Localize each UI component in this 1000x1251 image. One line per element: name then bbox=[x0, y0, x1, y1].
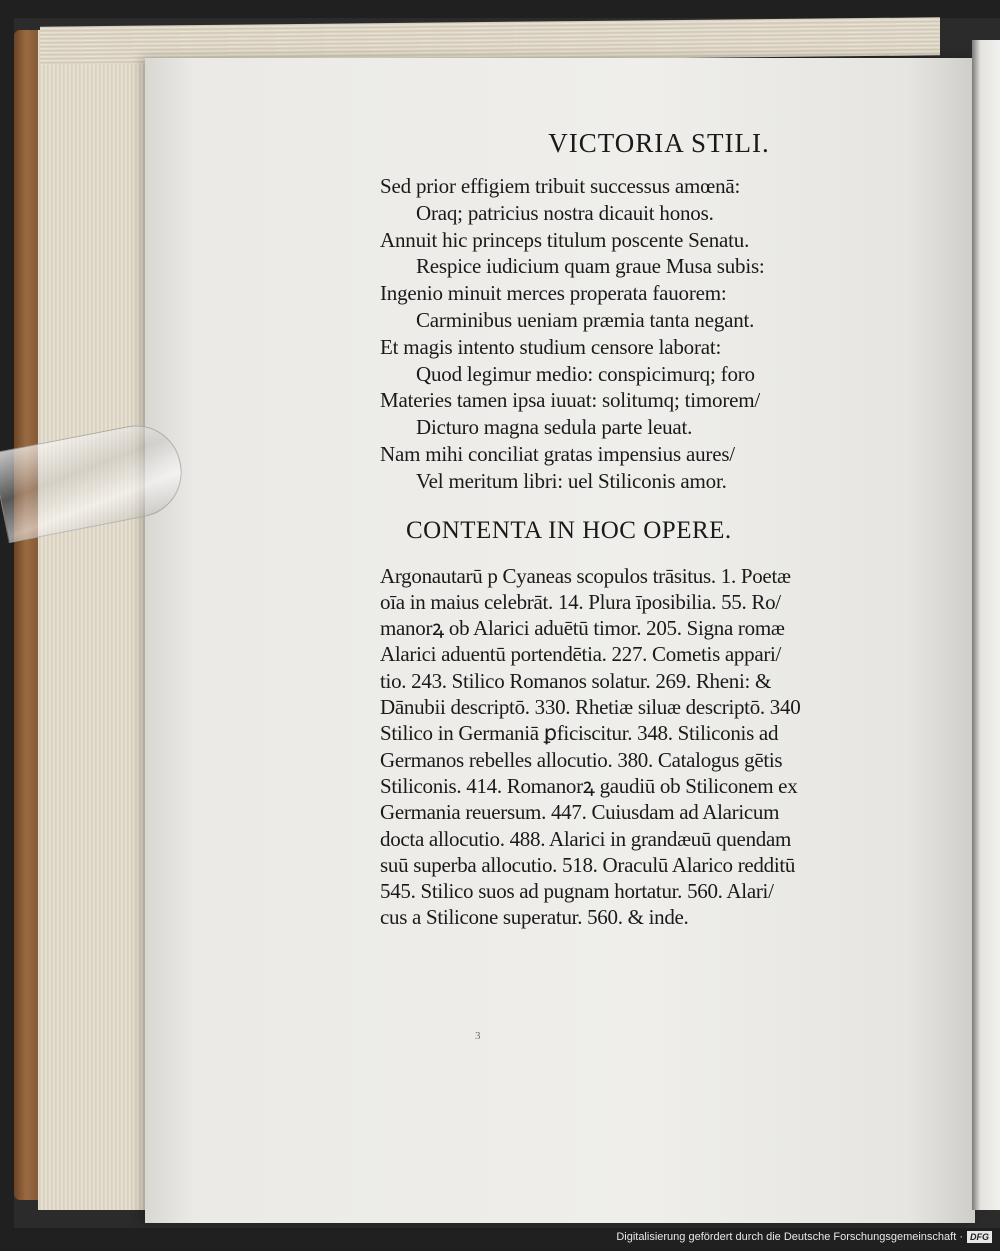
contents-line: Germania reuersum. 447. Cuiusdam ad Alaricum bbox=[380, 800, 780, 825]
footer-credit bbox=[616, 1229, 992, 1245]
footer-credit-text: Digitalisierung gefördert durch die Deutsche Forschungsgemeinschaft · bbox=[616, 1231, 963, 1243]
verse-line: Annuit hic princeps titulum poscente Senatu. bbox=[380, 227, 750, 252]
contents-line: docta allocutio. 488. Alarici in grandæuū quendam bbox=[380, 826, 792, 851]
contents-line: Germanos rebelles allocutio. 380. Catalogus gētis bbox=[380, 747, 783, 772]
contents-line: Stilico in Germaniā ꝑficiscitur. 348. Stiliconis ad bbox=[380, 721, 779, 746]
verse-line: Respice iudicium quam graue Musa subis: bbox=[416, 254, 765, 279]
signature-mark: 3 bbox=[475, 1030, 481, 1042]
contents-line: 545. Stilico suos ad pugnam hortatur. 560. Alari/ bbox=[380, 879, 774, 904]
verse-line: Quod legimur medio: conspicimurq; foro bbox=[416, 361, 755, 386]
page-text bbox=[380, 128, 880, 931]
contents-line: suū superba allocutio. 518. Oraculū Alarico redditū bbox=[380, 852, 796, 877]
contents-line: manorꝝ ob Alarici aduētū timor. 205. Signa romæ bbox=[380, 616, 785, 641]
contents-list bbox=[380, 563, 880, 931]
verse-line: Et magis intento studium censore laborat: bbox=[380, 334, 722, 359]
dfg-logo: DFG bbox=[967, 1231, 992, 1243]
contents-heading: CONTENTA IN HOC OPERE. bbox=[406, 516, 732, 544]
verse-line: Oraq; patricius nostra dicauit honos. bbox=[416, 200, 714, 225]
contents-line: cus a Stilicone superatur. 560. & inde. bbox=[380, 905, 689, 930]
verse-line: Dicturo magna sedula parte leuat. bbox=[416, 415, 693, 440]
verse-line: Sed prior effigiem tribuit successus amœnā: bbox=[380, 174, 741, 198]
verse-line: Vel meritum libri: uel Stiliconis amor. bbox=[416, 468, 727, 493]
contents-line: Argonautarū p Cyaneas scopulos trāsitus. 1. Poetæ bbox=[380, 563, 791, 588]
verse-line: Carminibus ueniam præmia tanta negant. bbox=[416, 307, 755, 332]
verse-line: Materies tamen ipsa iuuat: solitumq; timorem/ bbox=[380, 388, 761, 413]
verse-line: Nam mihi conciliat gratas impensius aures/ bbox=[380, 441, 735, 466]
contents-line: oīa in maius celebrāt. 14. Plura īposibilia. 55. Ro/ bbox=[380, 589, 781, 614]
contents-line: Stiliconis. 414. Romanorꝝ gaudiū ob Stiliconem ex bbox=[380, 773, 798, 798]
page-title: VICTORIA STILI. bbox=[548, 128, 770, 158]
verse-line: Ingenio minuit merces properata fauorem: bbox=[380, 281, 727, 306]
contents-line: Alarici aduentū portendētia. 227. Cometis appari/ bbox=[380, 642, 782, 667]
contents-line: tio. 243. Stilico Romanos solatur. 269. Rheni: & bbox=[380, 668, 772, 693]
facing-page-edge bbox=[972, 40, 1000, 1210]
page-edges-side bbox=[38, 30, 153, 1210]
contents-line: Dānubii descriptō. 330. Rhetiæ siluæ descriptō. 340 bbox=[380, 695, 801, 720]
verse-list bbox=[380, 173, 880, 495]
